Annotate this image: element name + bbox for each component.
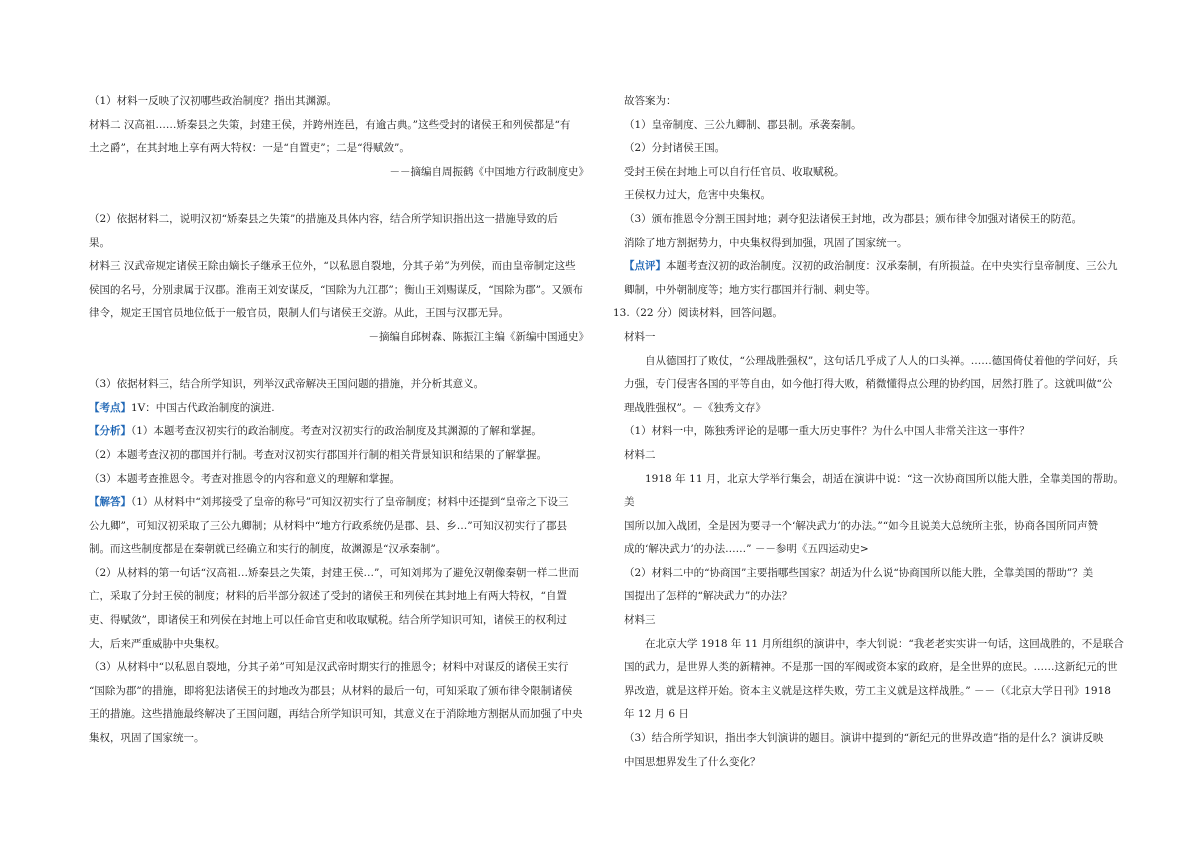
material-3-line: 侯国的名号，分别隶属于汉郡。淮南王刘安谋反，“国除为九江郡”；衡山王刘赐谋反，“国除为郡”。又颁布 (89, 283, 583, 296)
spacer (89, 350, 589, 374)
jieda-line: 吏、得赋敛”，即诸侯王和列侯在封地上可以任命官吏和收取赋税。结合所学知识可知，诸侯王的权利过 (89, 614, 567, 627)
material-1-line: 力强，专门侵害各国的平等自由，如今他打得大败，稍微懂得点公理的协约国，居然打胜了。这就叫做“公 (624, 378, 1113, 391)
dianping-tag: 【点评】 (624, 260, 666, 273)
question-2-line: 果。 (89, 236, 110, 249)
spacer (89, 184, 589, 208)
jieda-line (89, 491, 589, 515)
right-column (613, 90, 1124, 774)
material-3-line: 界改造，就是这样开始。资本主义就是这样失败，劳工主义就是这样战胜。” －－（《北京大学日刊》1918 (624, 684, 1111, 697)
material-2-line: 土之爵”，在其封地上享有两大特权：一是“自置吏”；二是“得赋敛”。 (89, 142, 410, 155)
fenxi-tag: 【分析】 (89, 425, 131, 438)
material-2-line: 1918 年 11 月，北京大学举行集会，胡适在演讲中说：“这一次协商国所以能大胜，全靠美国的帮助。美 (624, 472, 1124, 509)
fenxi-line: （2）本题考查汉初的郡国并行制。考查对汉初实行郡国并行制的相关背景知识和结果的了解掌握。 (89, 448, 548, 461)
answer-line: （3）颁布推恩令分割王国封地；剥夺犯法诸侯王封地，改为郡县；颁布律令加强对诸侯王的防范。 (624, 212, 1083, 225)
answer-line: 消除了地方割据势力，中央集权得到加强，巩固了国家统一。 (624, 236, 908, 249)
fenxi-text: （1）本题考查汉初实行的政治制度。考查对汉初实行的政治制度及其渊源的了解和掌握。 (131, 425, 542, 438)
answer-line: 王侯权力过大，危害中央集权。 (624, 189, 771, 202)
material-3-line: 材料三 汉武帝规定诸侯王除由嫡长子继承王位外，“以私恩自裂地，分其子弟”为列侯，而由皇帝制定这些 (89, 260, 576, 273)
material-3-line: 律令，规定王国官员地位低于一般官员，限制人们与诸侯王交游。从此，王国与汉郡无异。 (89, 307, 509, 320)
material-2-line: 材料二 汉高祖……矫秦县之失策，封建王侯，并跨州连邑，有逾古典。”这些受封的诸侯王和列侯都是“有 (89, 118, 571, 131)
kaodian-tag: 【考点】 (89, 401, 131, 414)
material-1-line: 自从德国打了败仗，“公理战胜强权”，这句话几乎成了人人的口头禅。……德国倚仗着他的学问好，兵 (645, 354, 1118, 367)
dianping-line (624, 255, 1124, 279)
material-2-label: 材料二 (624, 448, 656, 461)
jieda-line: 公九卿”，可知汉初采取了三公九卿制；从材料中“地方行政系统仍是郡、县、乡…”可知汉初实行了郡县 (89, 519, 568, 532)
fenxi-line (89, 420, 589, 444)
question-13-1: （1）材料一中，陈独秀评论的是哪一重大历史事件？为什么中国人非常关注这一事件？ (624, 425, 1030, 438)
dianping-text: 本题考查汉初的政治制度。汉初的政治制度：汉承秦制，有所损益。在中央实行皇帝制度、三公九 (666, 260, 1118, 273)
material-2-source: －－摘编自周振鹤《中国地方行政制度史》 (389, 165, 589, 178)
answer-line: 受封王侯在封地上可以自行任官员、收取赋税。 (624, 165, 845, 178)
question-13-heading: 13.（22 分）阅读材料，回答问题。 (613, 307, 783, 320)
question-13-3-line: 中国思想界发生了什么变化？ (624, 755, 761, 768)
dianping-line: 卿制，中外朝制度等；地方实行郡国并行制、刺史等。 (624, 283, 876, 296)
material-2-line: 国所以加入战团，全是因为要寻一个‘解决武力’的办法。”“如今且说美大总统所主张，协商各国所同声赞 (624, 519, 1099, 532)
kaodian-text: 1V：中国古代政治制度的演进. (131, 401, 275, 414)
jieda-line: 亡，采取了分封王侯的制度；材料的后半部分叙述了受封的诸侯王和列侯在其封地上有两大特权，“自置 (89, 590, 567, 603)
question-3: （3）依据材料三，结合所学知识，列举汉武帝解决王国问题的措施，并分析其意义。 (89, 378, 485, 391)
answer-line: （2）分封诸侯王国。 (624, 142, 726, 155)
jieda-line: （3）从材料中“以私恩自裂地，分其子弟”可知是汉武帝时期实行的推恩令；材料中对谋反的诸侯王实行 (89, 661, 569, 674)
jieda-line: 制。而这些制度都是在秦朝就已经确立和实行的制度，故渊源是“汉承秦制”。 (89, 543, 447, 556)
jieda-line: 集权，巩固了国家统一。 (89, 732, 205, 745)
material-1-label: 材料一 (624, 330, 656, 343)
material-3-line: 在北京大学 1918 年 11 月所组织的演讲中，李大钊说：“我老老实实讲一句话，这回战胜的，不是联合 (645, 637, 1124, 650)
material-3-label: 材料三 (624, 614, 656, 627)
question-2-line: （2）依据材料二，说明汉初“矫秦县之失策”的措施及具体内容，结合所学知识指出这一措施导致的后 (89, 212, 558, 225)
answer-intro: 故答案为： (624, 95, 677, 107)
jieda-line: 大，后来严重威胁中央集权。 (89, 637, 226, 650)
left-column (89, 90, 589, 751)
material-1-line: 理战胜强权”。－《独秀文存》 (624, 401, 766, 414)
question-13-3-line: （3）结合所学知识，指出李大钊演讲的题目。演讲中提到的“新纪元的世界改造”指的是什么？演讲反映 (624, 732, 1104, 745)
question-13-2-line: 国提出了怎样的“解决武力”的办法？ (624, 590, 793, 603)
kaodian-line (89, 397, 589, 421)
answer-line: （1）皇帝制度、三公九卿制、郡县制。承袭秦制。 (624, 118, 862, 131)
material-3-line: 年 12 月 6 日 (624, 708, 689, 721)
jieda-text: （1）从材料中“刘邦接受了皇帝的称号”可知汉初实行了皇帝制度；材料中还提到“皇帝之下设三 (131, 496, 569, 509)
jieda-tag: 【解答】 (89, 496, 131, 509)
material-3-source: －摘编自邱树森、陈振江主编《新编中国通史》 (368, 330, 589, 343)
fenxi-line: （3）本题考查推恩令。考查对推恩令的内容和意义的理解和掌握。 (89, 472, 401, 485)
jieda-line: （2）从材料的第一句话“汉高祖…矫秦县之失策，封建王侯…”，可知刘邦为了避免汉朝像秦朝一样二世而 (89, 566, 579, 579)
question-13-2-line: （2）材料二中的“协商国”主要指哪些国家？胡适为什么说“协商国所以能大胜，全靠美国的帮助”？美 (624, 566, 1094, 579)
jieda-line: 王的措施。这些措施最终解决了王国问题，再结合所学知识可知，其意义在于消除地方割据从而加强了中央 (89, 708, 583, 721)
question-1: （1）材料一反映了汉初哪些政治制度？指出其渊源。 (89, 95, 338, 107)
jieda-line: “国除为郡”的措施，即将犯法诸侯王的封地改为郡县；从材料的最后一句，可知采取了颁布律令限制诸侯 (89, 684, 573, 697)
material-3-line: 国的武力，是世界人类的新精神。不是那一国的军阀或资本家的政府，是全世界的庶民。……这新纪元的世 (624, 661, 1118, 674)
material-2-line: 成的‘解决武力’的办法……” －－参明《五四运动史> (624, 543, 869, 556)
